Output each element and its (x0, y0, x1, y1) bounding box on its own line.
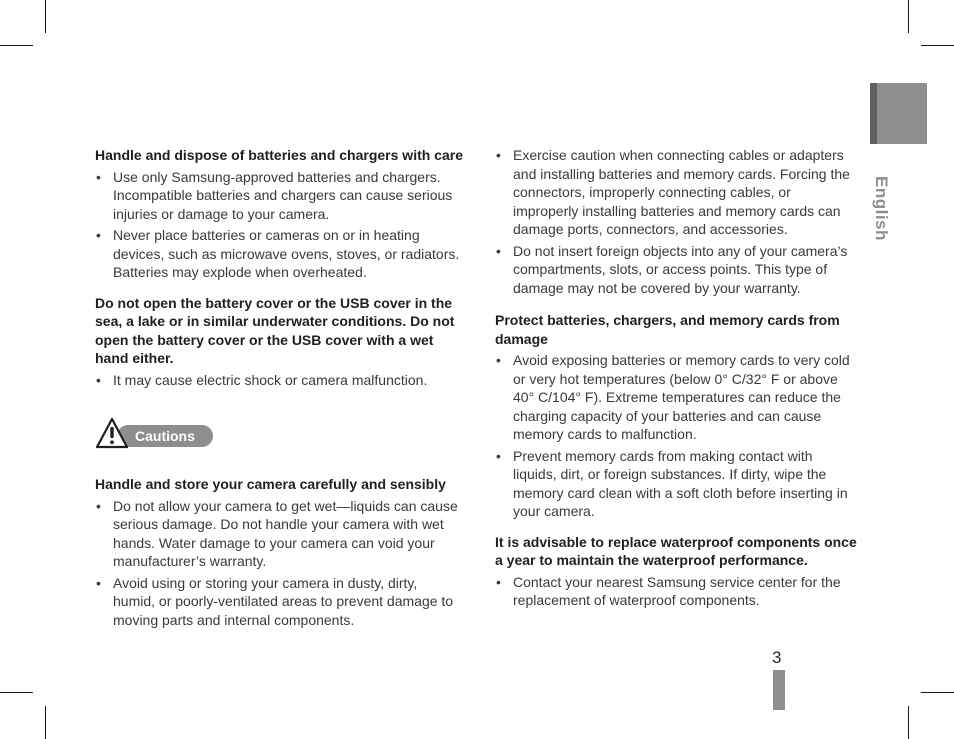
page-number-bar (773, 670, 785, 710)
list-item: • Never place batteries or cameras on or in heating devices, such as microwave ovens, stoves, or radiators. Batteries may explode when overheated. (95, 226, 463, 282)
cautions-text: Cautions (135, 428, 195, 444)
list-item: • Prevent memory cards from making contact with liquids, dirt, or foreign substances. If dirty, wipe the memory card clean with a soft cloth before inserting in your camera. (495, 447, 857, 521)
section-heading: Handle and dispose of batteries and chargers with care (95, 147, 463, 163)
list-item: • Contact your nearest Samsung service center for the replacement of waterproof components. (495, 573, 857, 610)
bullet-list (495, 351, 857, 521)
list-item: • Avoid using or storing your camera in dusty, dirty, humid, or poorly-ventilated areas to prevent damage to moving parts and internal components. (95, 574, 463, 630)
section-heading: Do not open the battery cover or the USB cover in the sea, a lake or in similar underwater conditions. Do not open the battery cover or the USB cover with a wet hand either. (95, 294, 455, 366)
crop-mark (908, 706, 909, 739)
warning-triangle-icon (95, 417, 129, 449)
list-item: • Do not allow your camera to get wet—liquids can cause serious damage. Do not handle your camera with wet hands. Water damage to your camera can void your manufacturer’s warranty. (95, 497, 463, 571)
list-item: • Avoid exposing batteries or memory cards to very cold or very hot temperatures (below 0° C/32° F or above 40° C/104° F). Extreme temperatures can reduce the charging capacity of your batteries and can cause memory cards to malfunction. (495, 351, 857, 444)
list-item: • Use only Samsung-approved batteries and chargers. Incompatible batteries and chargers can cause serious injuries or damage to your camera. (95, 168, 463, 224)
bullet-list (495, 573, 857, 610)
crop-mark (908, 0, 909, 33)
page-number: 3 (772, 648, 782, 667)
right-column (495, 146, 857, 622)
bullet-list (95, 371, 463, 390)
section-heading: Handle and store your camera carefully and sensibly (95, 476, 446, 492)
crop-mark (45, 0, 46, 33)
section-heading: It is advisable to replace waterproof components once a year to maintain the waterproof performance. (495, 533, 857, 568)
section-heading: Protect batteries, chargers, and memory cards from damage (495, 312, 840, 347)
crop-mark (921, 45, 954, 46)
crop-mark (921, 692, 954, 693)
bullet-list (95, 497, 463, 630)
crop-mark (45, 706, 46, 739)
left-column (95, 146, 463, 641)
language-label: English (872, 176, 891, 241)
language-tab (870, 83, 927, 144)
bullet-list (95, 168, 463, 282)
crop-mark (0, 692, 33, 693)
cautions-label (117, 425, 213, 447)
bullet-list (495, 146, 857, 297)
list-item: • Exercise caution when connecting cables or adapters and installing batteries and memory cards. Forcing the connectors, improperly connecting cables, or improperly installing batteries and memory cards can damage ports, connectors, and accessories. (495, 146, 857, 239)
list-item: • It may cause electric shock or camera malfunction. (95, 371, 463, 390)
list-item: • Do not insert foreign objects into any of your camera’s compartments, slots, or access points. This type of damage may not be covered by your warranty. (495, 242, 857, 298)
language-tab-edge (870, 83, 877, 144)
cautions-badge (95, 417, 463, 453)
crop-mark (0, 45, 33, 46)
